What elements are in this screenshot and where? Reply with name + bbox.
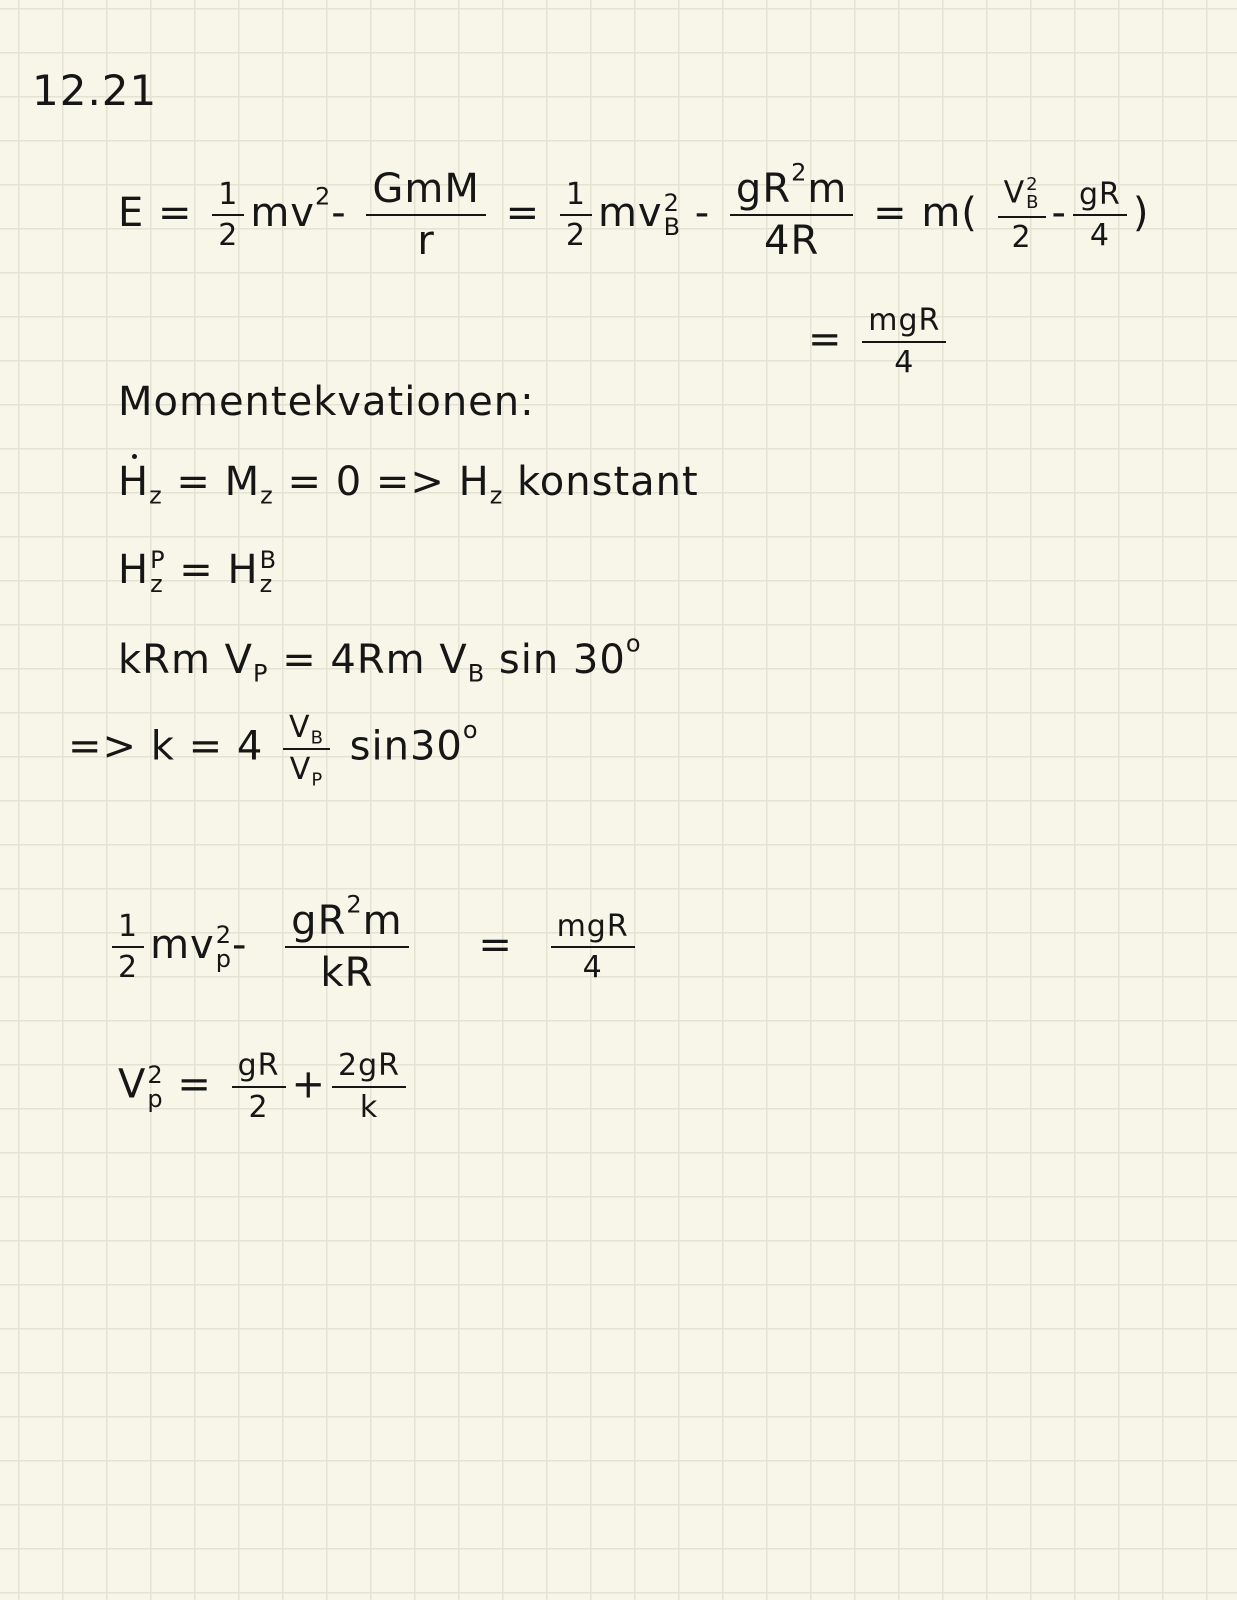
fraction-2gr-k: $\frac{2gR}{k}$	[332, 1050, 406, 1123]
energy-result: = $\frac{\text{mgR}}{4}$	[808, 305, 952, 378]
energy-at-p: $\frac{1}{2}$ mv 2 p - $\frac{gR^2m}{kR}$ = $\frac{\text{mgR}}{4}$	[106, 900, 641, 994]
fraction-vb-vp: $\frac{V_B}{V_P}$	[283, 712, 330, 785]
fraction-mgr-4-b: $\frac{\text{mgR}}{4}$	[551, 911, 635, 984]
fraction-half: $\frac{1}{2}$	[212, 179, 244, 252]
fraction-gmm-r: $\frac{\text{GmM}}{r}$	[366, 168, 485, 262]
fraction-gr2m-kr: $\frac{gR^2m}{kR}$	[285, 900, 408, 994]
section-heading: Momentekvationen:	[118, 379, 535, 425]
vp-squared: V 2 p = $\frac{gR}{2}$ + $\frac{2gR}{k}$	[118, 1050, 412, 1123]
problem-number: 12.21	[32, 66, 158, 115]
fraction-gr-4: $\frac{gR}{4}$	[1073, 179, 1127, 252]
fraction-half-2: $\frac{1}{2}$	[560, 179, 592, 252]
k-expression: => k = 4 $\frac{V_B}{V_P}$ sin30$^o$	[68, 710, 479, 790]
fraction-vb2-2: V 2 B 2	[998, 176, 1046, 254]
fraction-half-3: $\frac{1}{2}$	[112, 911, 144, 984]
angular-momentum-equality: H P z = H B z	[118, 546, 278, 598]
energy-equation: E = $\frac{1}{2}$ $mv^2-$ $\frac{\text{GmM}}{r}$ = $\frac{1}{2}$ mv 2 B - $\frac{gR^2m}{4R}$ = m( V 2 B 2 - $\frac{gR}{4}$ )	[118, 158, 1150, 264]
fraction-mgr-4: $\frac{\text{mgR}}{4}$	[862, 305, 946, 378]
fraction-gr2m-4r: $\frac{gR^2m}{4R}$	[730, 168, 853, 262]
moment-balance: kRm $V_P = 4Rm$ $V_B$ sin 30$^o$	[118, 629, 642, 688]
fraction-gr-2: $\frac{gR}{2}$	[232, 1050, 286, 1123]
moment-equation: $H_z = M_z = 0 => H_z$ konstant	[118, 459, 699, 510]
